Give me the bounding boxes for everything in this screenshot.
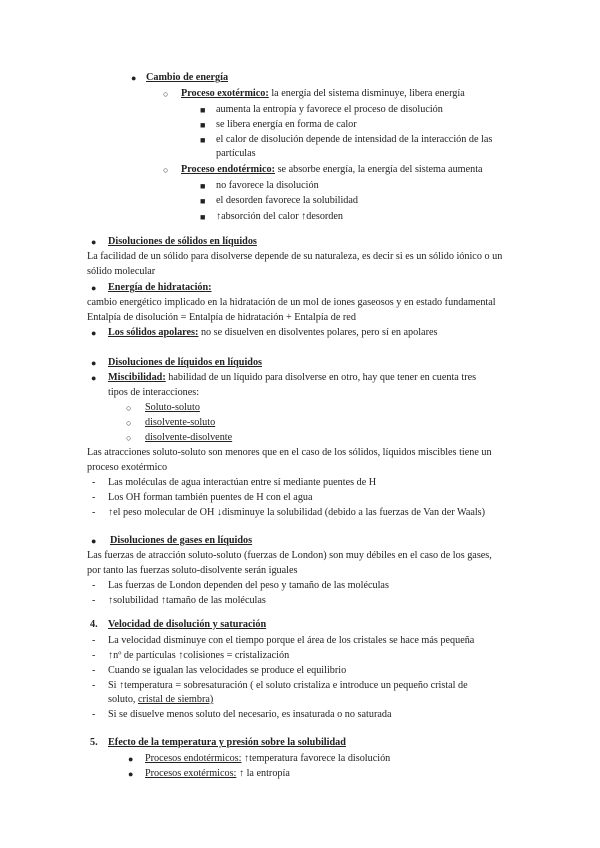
- endotermico-line: Proceso endotérmico: se absorbe energía, la energía del sistema aumenta: [181, 164, 483, 175]
- bullet-square: ■: [200, 120, 206, 130]
- bullet-disc: ●: [128, 754, 134, 764]
- interaccion-soluto-soluto: Soluto-soluto: [145, 402, 200, 413]
- liquidos-para-2: proceso exotérmico: [87, 462, 168, 473]
- bullet-disc: ●: [91, 283, 97, 293]
- section-title-liquidos: Disoluciones de líquidos en líquidos: [108, 357, 262, 368]
- bullet-disc: ●: [91, 328, 97, 338]
- efecto-endotermicos: Procesos endotérmicos: ↑temperatura favorece la disolución: [145, 753, 391, 764]
- dash-bullet: -: [92, 477, 96, 488]
- dash-bullet: -: [92, 635, 96, 646]
- exotermico-line: Proceso exotérmico: la energía del sistema disminuye, libera energía: [181, 88, 465, 99]
- section-title-cambio-energia: Cambio de energía: [146, 72, 229, 83]
- dash-bullet: -: [92, 650, 96, 661]
- dash-bullet: -: [92, 595, 96, 606]
- endo-item-2: el desorden favorece la solubilidad: [216, 195, 359, 206]
- bullet-square: ■: [200, 196, 206, 206]
- exo-item-1: aumenta la entropía y favorece el proceso de disolución: [216, 104, 443, 115]
- bullet-circle: ○: [126, 418, 132, 428]
- dash-bullet: -: [92, 665, 96, 676]
- bullet-disc: ●: [128, 769, 134, 779]
- miscibilidad-line: Miscibilidad: habilidad de un líquido para disolverse en otro, hay que tener en cuenta tres: [108, 372, 477, 383]
- gases-item-1: Las fuerzas de London dependen del peso y tamaño de las moléculas: [108, 580, 389, 591]
- solidos-para-1: La facilidad de un sólido para disolverse depende de su naturaleza, es decir si es un sólido iónico o un: [87, 251, 503, 262]
- section-title-velocidad: Velocidad de disolución y saturación: [108, 619, 267, 630]
- section-number-5: 5.: [90, 737, 98, 748]
- velocidad-item-2: ↑nº de partículas ↑colisiones = cristalización: [108, 650, 290, 661]
- velocidad-item-5: Si se disuelve menos soluto del necesario, es insaturada o no saturada: [108, 709, 392, 720]
- gases-item-2: ↑solubilidad ↑tamaño de las moléculas: [108, 595, 266, 606]
- velocidad-item-1: La velocidad disminuye con el tiempo porque el área de los cristales se hace más pequeña: [108, 635, 475, 646]
- gases-para-1: Las fuerzas de atracción soluto-soluto (fuerzas de London) son muy débiles en el caso de los gases,: [87, 550, 492, 561]
- bullet-square: ■: [200, 212, 206, 222]
- bullet-circle: ○: [163, 165, 169, 175]
- liquidos-item-2: Los OH forman también puentes de H con el agua: [108, 492, 313, 503]
- exo-item-2: se libera energía en forma de calor: [216, 119, 357, 130]
- hidratacion-title: Energía de hidratación:: [108, 282, 212, 293]
- bullet-square: ■: [200, 105, 206, 115]
- liquidos-item-3: ↑el peso molecular de OH ↓disminuye la solubilidad (debido a las fuerzas de Van der Waals): [108, 507, 486, 518]
- dash-bullet: -: [92, 580, 96, 591]
- interaccion-disolvente-soluto: disolvente-soluto: [145, 417, 216, 428]
- exo-item-3: el calor de disolución depende de intensidad de la interacción de las: [216, 134, 493, 145]
- bullet-circle: ○: [126, 433, 132, 443]
- bullet-disc: ●: [91, 358, 97, 368]
- velocidad-item-4: Si ↑temperatura = sobresaturación ( el soluto cristaliza e introduce un pequeño cristal de: [108, 680, 468, 691]
- bullet-disc: ●: [91, 237, 97, 247]
- miscibilidad-line-2: tipos de interacciones:: [108, 387, 200, 398]
- hidratacion-line-1: cambio energético implicado en la hidratación de un mol de iones gaseosos y en estado fundamental: [87, 297, 496, 308]
- endo-item-1: no favorece la disolución: [216, 180, 319, 191]
- efecto-exotermicos: Procesos exotérmicos: ↑ la entropía: [145, 768, 290, 779]
- liquidos-para-1: Las atracciones soluto-soluto son menores que en el caso de los sólidos, líquidos miscibles tiene un: [87, 447, 492, 458]
- section-title-solidos: Disoluciones de sólidos en líquidos: [108, 236, 257, 247]
- dash-bullet: -: [92, 492, 96, 503]
- solidos-apolares-line: Los sólidos apolares: no se disuelven en disolventes polares, pero sí en apolares: [108, 327, 438, 338]
- bullet-circle: ○: [163, 89, 169, 99]
- liquidos-item-1: Las moléculas de agua interactúan entre sí mediante puentes de H: [108, 477, 377, 488]
- section-number-4: 4.: [90, 619, 98, 630]
- dash-bullet: -: [92, 680, 96, 691]
- bullet-disc: ●: [131, 73, 137, 83]
- bullet-circle: ○: [126, 403, 132, 413]
- bullet-square: ■: [200, 181, 206, 191]
- interaccion-disolvente-disolvente: disolvente-disolvente: [145, 432, 233, 443]
- dash-bullet: -: [92, 507, 96, 518]
- bullet-disc: ●: [91, 373, 97, 383]
- bullet-square: ■: [200, 135, 206, 145]
- endo-item-3: ↑absorción del calor ↑desorden: [216, 211, 344, 222]
- dash-bullet: -: [92, 709, 96, 720]
- velocidad-item-4-cont: soluto, cristal de siembra): [108, 694, 214, 705]
- exo-item-3-cont: partículas: [216, 148, 256, 159]
- gases-para-2: por tanto las fuerzas soluto-disolvente serán iguales: [87, 565, 298, 576]
- solidos-para-2: sólido molecular: [87, 266, 156, 277]
- section-title-efecto: Efecto de la temperatura y presión sobre la solubilidad: [108, 737, 346, 748]
- section-title-gases: Disoluciones de gases en líquidos: [110, 535, 253, 546]
- bullet-disc: ●: [91, 536, 97, 546]
- velocidad-item-3: Cuando se igualan las velocidades se produce el equilibrio: [108, 665, 347, 676]
- hidratacion-line-2: Entalpía de disolución = Entalpía de hidratación + Entalpía de red: [87, 312, 356, 323]
